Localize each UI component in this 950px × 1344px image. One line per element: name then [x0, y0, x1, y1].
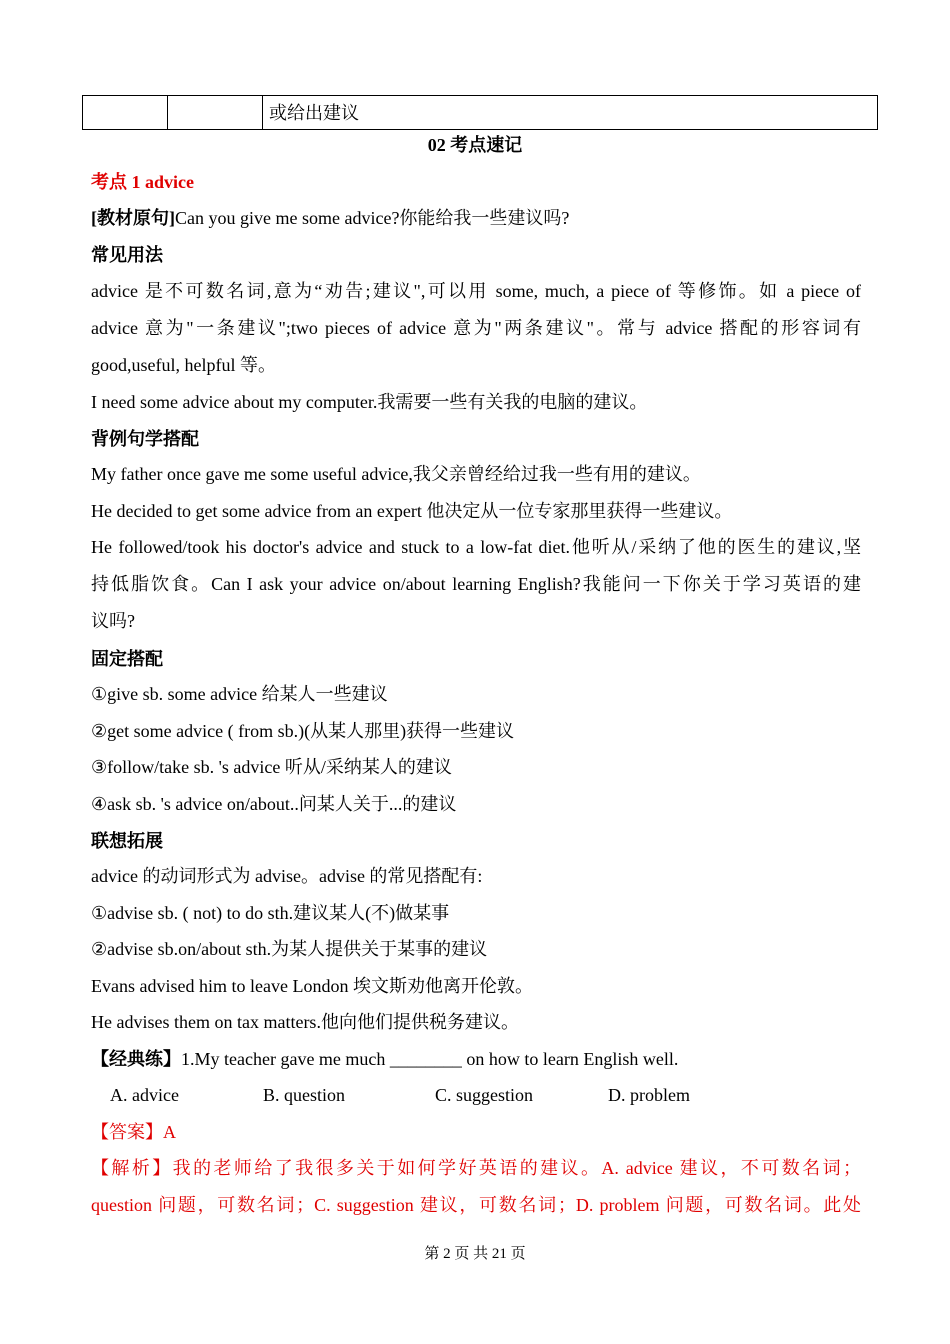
option-b: B. question [263, 1085, 346, 1105]
fixed-line: ①give sb. some advice 给某人一些建议 [91, 684, 388, 704]
extension-line: ①advise sb. ( not) to do sth.建议某人(不)做某事 [91, 903, 450, 923]
exercise-question [91, 1047, 861, 1071]
exercise-text: 1.My teacher gave me much ________ on how to learn English well. [181, 1049, 679, 1069]
answer-line: 【答案】A [91, 1122, 176, 1142]
source-sentence [91, 206, 861, 230]
table-cell [83, 96, 168, 130]
fixed-line: ②get some advice ( from sb.)(从某人那里)获得一些建议 [91, 721, 515, 741]
usage-line: advice 是不可数名词,意为“劝告;建议",可以用 some, much, a piece of 等修饰。如 a piece of [91, 281, 861, 301]
option-c: C. suggestion [435, 1085, 534, 1105]
examples-heading: 背例句学搭配 [91, 429, 199, 449]
extension-line: Evans advised him to leave London 埃文斯劝他离开伦敦。 [91, 976, 533, 996]
exercise-tag: 【经典练】 [91, 1049, 181, 1069]
extension-line: He advises them on tax matters.他向他们提供税务建议。 [91, 1012, 519, 1032]
analysis-line: question 问题，可数名词；C. suggestion 建议，可数名词；D. problem 问题，可数名词。此处 [91, 1195, 861, 1215]
page-footer: 第 2 页 共 21 页 [424, 1246, 526, 1262]
example-line: My father once gave me some useful advice,我父亲曾经给过我一些有用的建议。 [91, 464, 701, 484]
usage-line: good,useful, helpful 等。 [91, 355, 276, 375]
table-row [83, 96, 878, 130]
option-a: A. advice [110, 1085, 179, 1105]
section-title: 02 考点速记 [427, 135, 523, 155]
source-tag: [教材原句] [91, 208, 175, 228]
option-d: D. problem [608, 1085, 690, 1105]
extension-line: advice 的动词形式为 advise。advise 的常见搭配有: [91, 866, 483, 886]
extension-line: ②advise sb.on/about sth.为某人提供关于某事的建议 [91, 939, 488, 959]
fixed-line: ③follow/take sb. 's advice 听从/采纳某人的建议 [91, 757, 452, 777]
example-line: He decided to get some advice from an expert 他决定从一位专家那里获得一些建议。 [91, 501, 733, 521]
fixed-line: ④ask sb. 's advice on/about..问某人关于...的建议 [91, 794, 457, 814]
example-line: 持低脂饮食。Can I ask your advice on/about learning English?我能问一下你关于学习英语的建 [91, 574, 861, 594]
continuation-table [82, 95, 878, 130]
table-cell: 或给出建议 [263, 96, 878, 130]
common-usage-heading: 常见用法 [91, 245, 163, 265]
example-line: He followed/took his doctor's advice and stuck to a low-fat diet.他听从/采纳了他的医生的建议,坚 [91, 537, 861, 557]
analysis-line: 【解析】我的老师给了我很多关于如何学好英语的建议。A. advice 建议，不可数名词； [91, 1158, 861, 1178]
example-line: 议吗? [91, 611, 135, 631]
extension-heading: 联想拓展 [91, 831, 163, 851]
usage-line: advice 意为"一条建议";two pieces of advice 意为"两条建议"。常与 advice 搭配的形容词有 [91, 318, 861, 338]
usage-line: I need some advice about my computer.我需要一些有关我的电脑的建议。 [91, 392, 648, 412]
table-cell [168, 96, 263, 130]
exercise-options [91, 1083, 861, 1107]
fixed-heading: 固定搭配 [91, 649, 163, 669]
source-text: Can you give me some advice?你能给我一些建议吗? [175, 208, 570, 228]
point-heading: 考点 1 advice [91, 172, 194, 192]
